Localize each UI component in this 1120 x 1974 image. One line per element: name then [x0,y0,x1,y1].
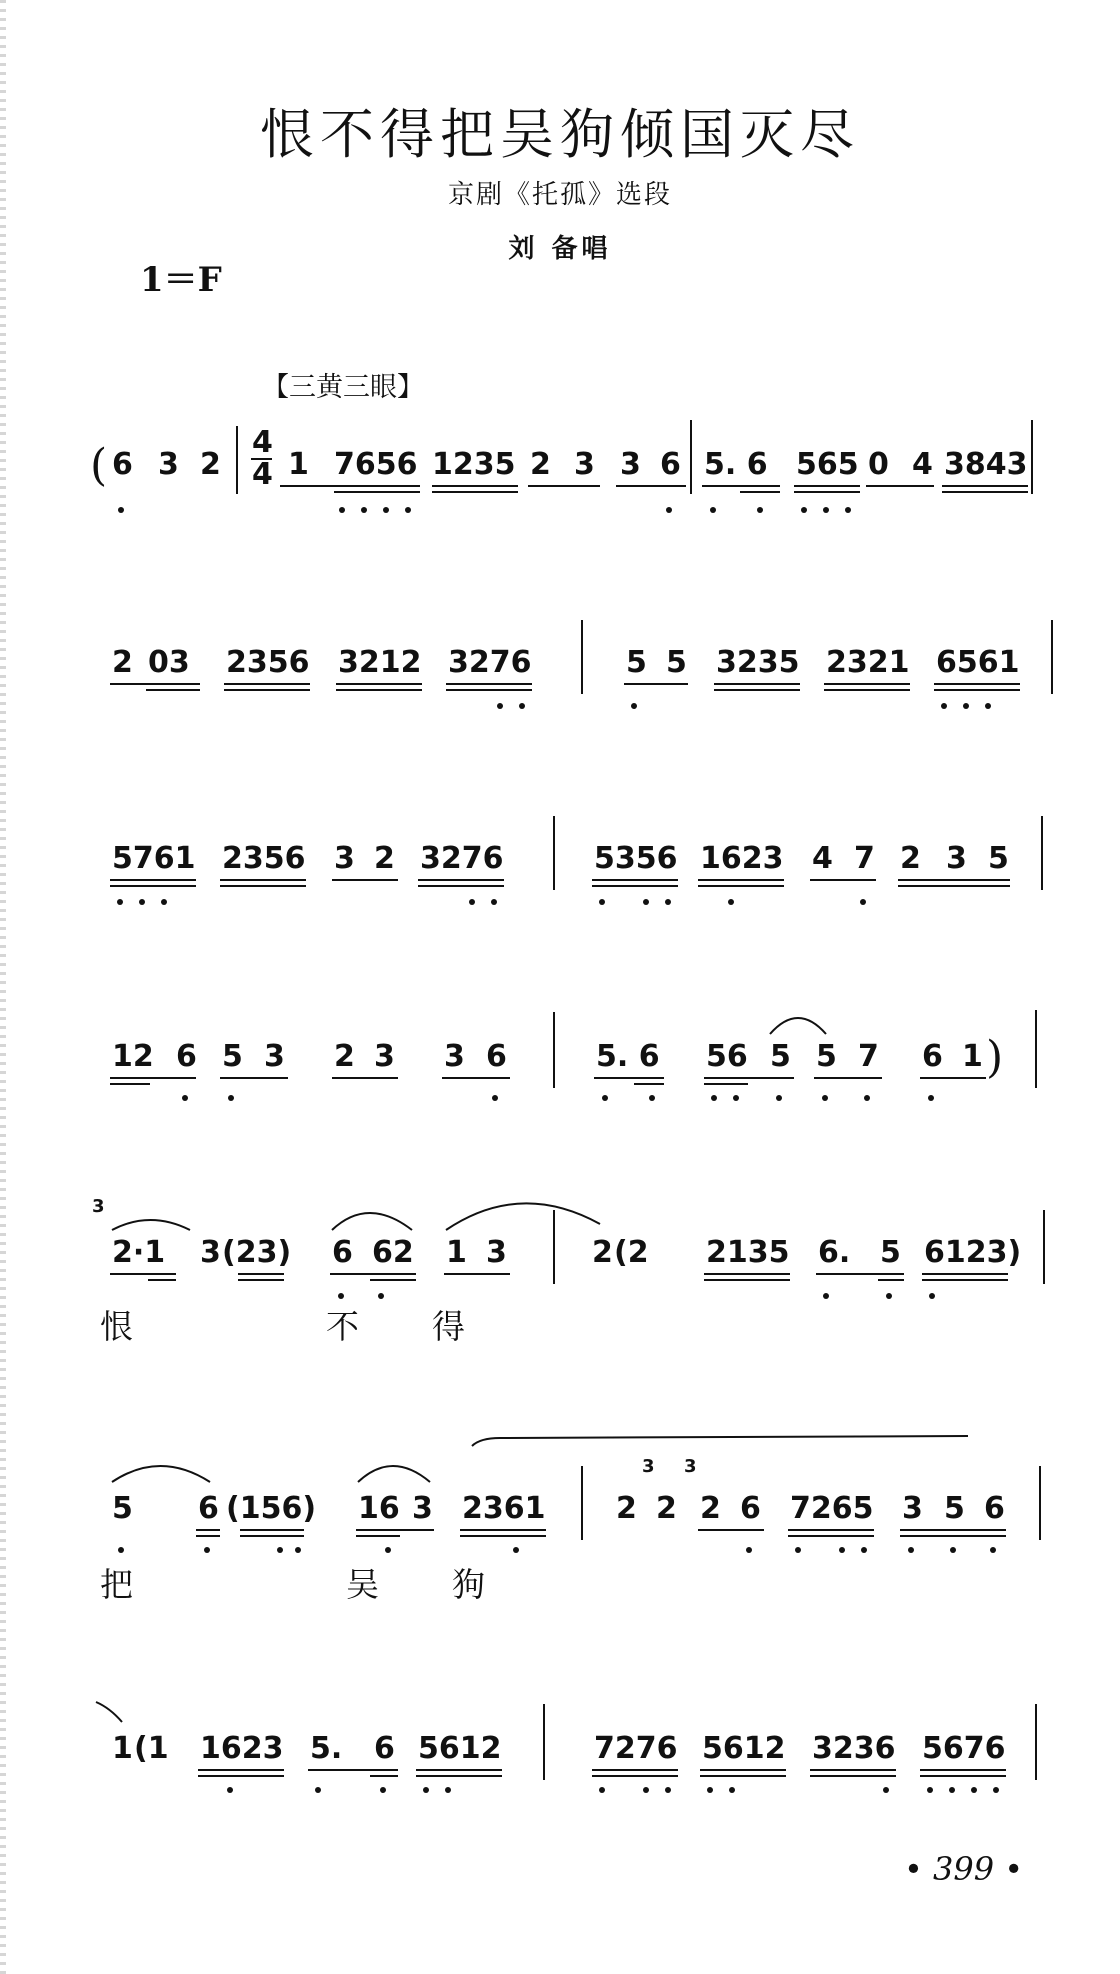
note-group: 3 [264,1039,285,1074]
octave-dots [118,507,851,513]
note-group: 1623 [700,841,784,876]
note-group: 5. [310,1731,343,1766]
note-group: 5 [626,645,647,680]
note-group: 5676 [922,1731,1006,1766]
beam-lines [110,1274,1008,1280]
lyric-syllable: 得 [432,1307,465,1346]
note-group: 5761 [112,841,196,876]
note-group: 3236 [812,1731,896,1766]
beam-lines [198,1770,1006,1776]
note-group: 5612 [702,1731,786,1766]
note-group: 6123) [924,1235,1022,1270]
note-group: 3 [374,1039,395,1074]
octave-dots [117,899,866,905]
score-line-7 [96,1702,1036,1793]
note-group: (1 [134,1731,169,1766]
note-group: 3 [620,447,641,482]
note-group: 6 [922,1039,943,1074]
score-line-5 [92,1196,1044,1346]
grace-note: 3 [684,1456,697,1477]
score-line-1 [90,420,1032,513]
slur [96,1702,122,1722]
note-group: 6 [198,1491,219,1526]
note-group: 12 [112,1039,154,1074]
note-group: 2356 [222,841,306,876]
note-group: 3 [902,1491,923,1526]
note-group: 7276 [594,1731,678,1766]
note-group: 56 [706,1039,748,1074]
note-group: 2 [700,1491,721,1526]
note-group: 7 [858,1039,879,1074]
note-group: 3235 [716,645,800,680]
note-group: 3276 [448,645,532,680]
note-group: 7 [854,841,875,876]
note-group: 2 [592,1235,613,1270]
score-line-6 [100,1436,1040,1604]
slurs [112,1203,600,1230]
note-group: 2 [374,841,395,876]
note-group: 6 [486,1039,507,1074]
lyric-syllable: 把 [100,1565,133,1604]
beam-lines [110,880,1010,886]
note-group: 1 [962,1039,983,1074]
score-line-4 [110,1010,1036,1101]
note-group: 6. [818,1235,851,1270]
note-group: 6 [332,1235,353,1270]
slurs [112,1436,968,1482]
note-group: 6561 [936,645,1020,680]
time-signature-bottom: 4 [252,457,273,492]
score-line-3 [110,816,1042,905]
grace-note: 3 [92,1196,105,1217]
note-group: 5. 6 [704,447,768,482]
lyric-syllable: 吴 [346,1565,379,1604]
beam-lines [110,684,1020,690]
note-group: 565 [796,447,859,482]
key-signature: 1＝F [140,260,222,300]
note-group: ) [986,1032,1004,1083]
note-group: 6 [374,1731,395,1766]
note-group: 03 [148,645,190,680]
note-group: (23) [222,1235,292,1270]
note-group: 5 [944,1491,965,1526]
lyric-syllable: 不 [326,1307,359,1346]
note-group: 2361 [462,1491,546,1526]
note-group: (2 [614,1235,649,1270]
note-group: 3 [334,841,355,876]
note-group: 5 [816,1039,837,1074]
note-group: 5 [770,1039,791,1074]
lyric-syllable: 恨 [100,1307,133,1346]
note-group: 3 [444,1039,465,1074]
octave-dots [497,703,991,709]
octave-dots [338,1293,935,1299]
note-group: 5612 [418,1731,502,1766]
note-group: 7265 [790,1491,874,1526]
note-group: 16 [358,1491,400,1526]
note-group: 3212 [338,645,422,680]
note-group: 1235 [432,447,516,482]
time-signature-top: 4 [252,425,273,460]
note-group: (156) [226,1491,317,1526]
lyric-syllable: 狗 [452,1565,485,1604]
note-group: 0 [868,447,889,482]
note-group: 3 [574,447,595,482]
note-group: 1 [288,447,309,482]
note-group: 3 [946,841,967,876]
note-group: 2 [112,645,133,680]
octave-dots [182,1095,934,1101]
grace-note: 3 [642,1456,655,1477]
note-group: 3 [412,1491,433,1526]
octave-dots [227,1787,999,1793]
note-group: 5 [880,1235,901,1270]
octave-dots [118,1547,996,1553]
note-group: 2135 [706,1235,790,1270]
note-group: 6 [112,447,133,482]
page-number: • 399 • [904,1850,1024,1888]
note-group: 5 [988,841,1009,876]
note-group: 7656 [334,447,418,482]
note-group: 1623 [200,1731,284,1766]
note-group: 2356 [226,645,310,680]
note-group: 2 [616,1491,637,1526]
note-group: 3 [200,1235,221,1270]
note-group: 3 [486,1235,507,1270]
note-group: 5 [222,1039,243,1074]
song-subtitle: 京剧《托孤》选段 [447,180,672,210]
note-group: 2321 [826,645,910,680]
note-group: 2 [200,447,221,482]
note-group: 4 [912,447,933,482]
note-group: 62 [372,1235,414,1270]
note-group: 6 [660,447,681,482]
note-group: 6 [984,1491,1005,1526]
note-group: ( [90,440,108,491]
slur [770,1018,826,1034]
beam-lines [110,1078,986,1084]
song-title: 恨不得把吴狗倾国灭尽 [260,103,860,166]
note-group: 5. 6 [596,1039,660,1074]
note-group: 2·1 [112,1235,166,1270]
score-line-2 [110,620,1052,709]
note-group: 6 [740,1491,761,1526]
note-group: 2 [334,1039,355,1074]
note-group: 4 [812,841,833,876]
beam-lines [280,486,1028,492]
note-group: 5356 [594,841,678,876]
note-group: 5 [112,1491,133,1526]
singer-credit: 刘 备唱 [508,234,612,264]
note-group: 3276 [420,841,504,876]
note-group: 6 [176,1039,197,1074]
note-group: 1 [112,1731,133,1766]
note-group: 5 [666,645,687,680]
beam-lines [196,1530,1006,1536]
note-group: 3843 [944,447,1028,482]
note-group: 3 [158,447,179,482]
note-group: 2 [900,841,921,876]
tempo-marking: 【三黄三眼】 [262,372,424,403]
note-group: 1 [446,1235,467,1270]
note-group: 2 [530,447,551,482]
note-group: 2 [656,1491,677,1526]
